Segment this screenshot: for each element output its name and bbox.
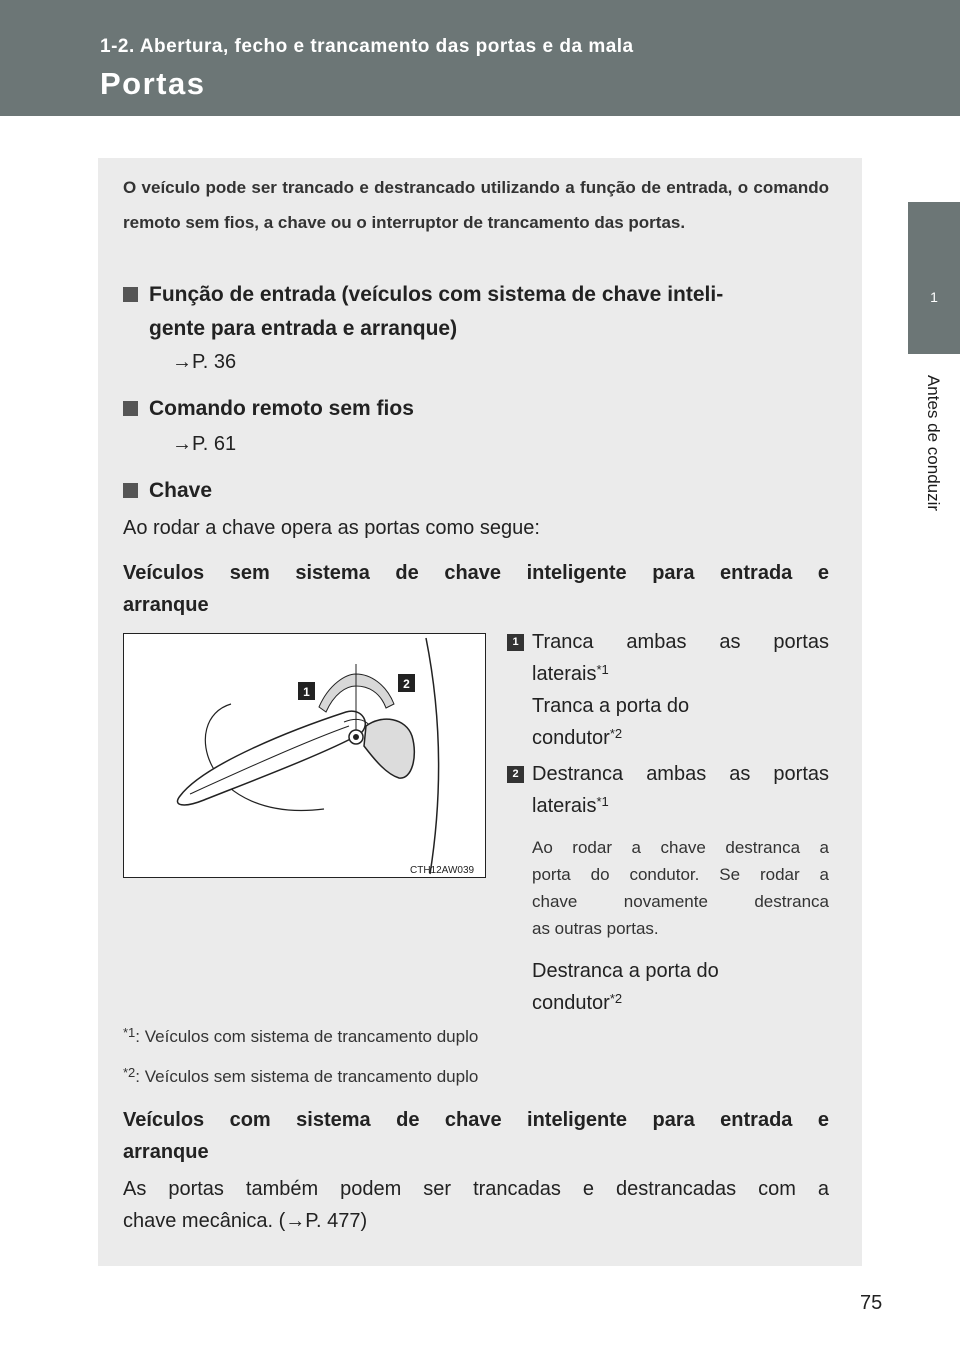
footnote-1 [123,1025,478,1049]
footnote-ref: *1 [596,794,609,809]
item1-line3: Tranca a porta do [532,695,690,717]
heading-line: Função de entrada (veículos com sistema de chave inteli- [149,283,724,306]
item2-text: condutor [532,992,610,1014]
mechanical-key-line2: chave mecânica. (→P. 477) [123,1210,368,1232]
item2-line2 [532,790,609,822]
section-title: 1-2. Abertura, fecho e trancamento das portas e da mala [100,36,634,57]
item-number-2-icon: 2 [507,766,524,783]
section-heading-entry-function [149,278,723,346]
footnote-ref: *2 [609,991,623,1006]
subheading-with-smart-key-line1: Veículos com sistema de chave inteligente para entrada e [123,1109,829,1131]
bullet-square-icon [123,483,138,498]
item-number-1-icon: 1 [507,634,524,651]
chapter-label: Antes de conduzir [924,374,943,512]
footnote-ref: *1 [596,662,609,677]
figure-marker-2: 2 [403,677,410,691]
subheading-without-smart-key-line2: arranque [123,594,209,616]
page-reference-link[interactable]: →P. 61 [172,433,237,455]
footnote-ref: *2 [609,726,623,741]
page-header [0,0,960,116]
item2-note-line4: as outras portas. [532,919,659,938]
footnote-2 [123,1065,478,1089]
figure-code: CTH12AW039 [410,865,475,876]
key-operation-text: Ao rodar a chave opera as portas como segue: [123,517,540,539]
bullet-square-icon [123,287,138,302]
subheading-with-smart-key-line2: arranque [123,1141,209,1163]
item1-line2 [532,658,609,690]
page-number: 75 [860,1292,883,1314]
mechanical-key-line1: As portas também podem ser trancadas e destrancadas com a [123,1178,829,1200]
page-reference-link[interactable]: →P. 36 [172,351,237,373]
footnote-text: : Veículos sem sistema de trancamento duplo [135,1067,479,1086]
section-heading-key: Chave [149,479,213,502]
item2-note-line1: Ao rodar a chave destranca a [532,838,829,857]
item1-line4 [532,722,622,754]
item2-line3: Destranca a porta do [532,960,719,982]
item2-note-line3: chave novamente destranca [532,892,829,911]
item2-text: laterais [532,795,597,817]
item2-line4 [532,987,622,1019]
page-title: Portas [100,66,206,101]
door-key-illustration [123,633,486,878]
footnote-mark: *1 [123,1025,136,1040]
chapter-number: 1 [930,289,938,305]
bullet-square-icon [123,401,138,416]
item1-text: laterais [532,663,597,685]
footnote-mark: *2 [123,1065,136,1080]
footnote-text: : Veículos com sistema de trancamento duplo [135,1027,479,1046]
figure-marker-1: 1 [303,685,310,699]
section-heading-remote: Comando remoto sem fios [149,397,414,420]
heading-line: gente para entrada e arranque) [149,317,458,340]
item2-line1: Destranca ambas as portas [532,763,829,785]
item1-line1: Tranca ambas as portas [532,631,829,653]
chapter-tab [908,202,960,354]
intro-paragraph: O veículo pode ser trancado e destrancado utilizando a função de entrada, o comando remoto sem fios, a chave ou o interruptor de trancamento das portas. [123,178,829,232]
door-handle-key-drawing [124,634,485,877]
subheading-without-smart-key-line1: Veículos sem sistema de chave inteligente para entrada e [123,562,829,584]
item2-note-line2: porta do condutor. Se rodar a [532,865,829,884]
item1-text: condutor [532,727,610,749]
